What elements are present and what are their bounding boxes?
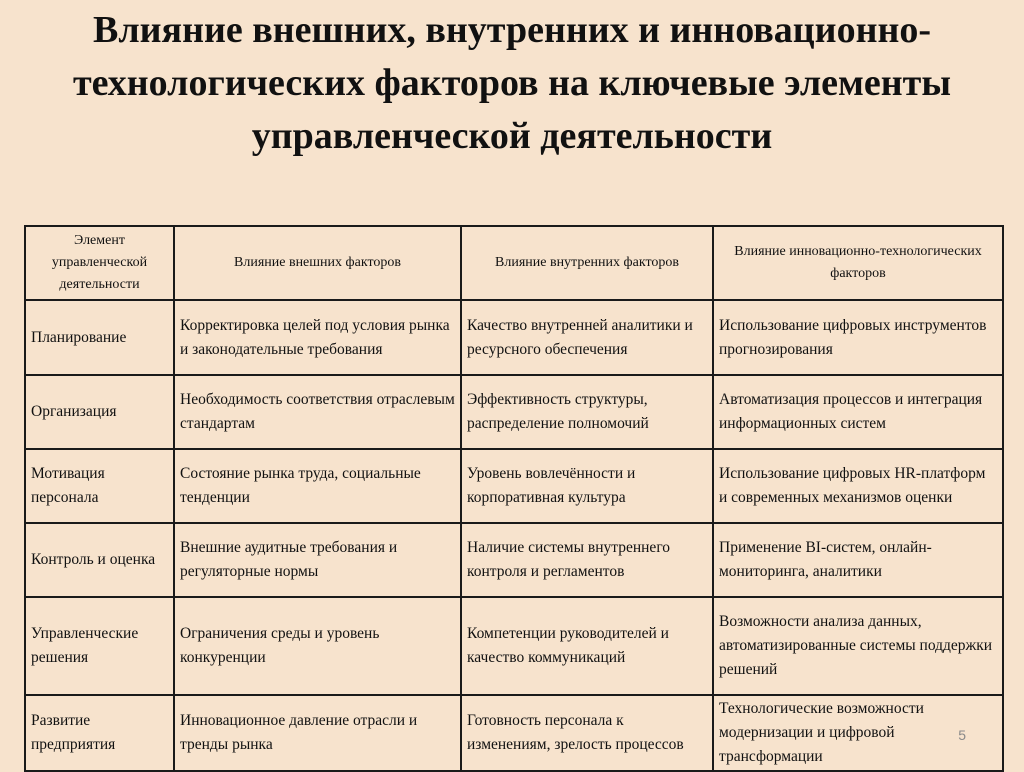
header-element: Элемент управленческой деятельности bbox=[25, 226, 174, 300]
table-row bbox=[25, 523, 1003, 597]
header-innovation: Влияние инновационно-технологических факторов bbox=[713, 226, 1003, 300]
row-external-cell: Ограничения среды и уровень конкуренции bbox=[174, 597, 461, 695]
table-row bbox=[25, 300, 1003, 375]
row-innovation-cell: Применение BI-систем, онлайн-мониторинга, аналитики bbox=[713, 523, 1003, 597]
row-external-cell: Инновационное давление отрасли и тренды рынка bbox=[174, 695, 461, 771]
page-number: 5 bbox=[958, 727, 966, 743]
row-element-cell: Мотивация персонала bbox=[25, 449, 174, 523]
row-internal-cell: Эффективность структуры, распределение полномочий bbox=[461, 375, 713, 449]
row-internal-cell: Готовность персонала к изменениям, зрелость процессов bbox=[461, 695, 713, 771]
row-innovation-cell: Технологические возможности модернизации и цифровой трансформации bbox=[713, 695, 1003, 771]
row-external-cell: Необходимость соответствия отраслевым стандартам bbox=[174, 375, 461, 449]
row-external-cell: Внешние аудитные требования и регуляторные нормы bbox=[174, 523, 461, 597]
table-header-row bbox=[25, 226, 1003, 300]
factors-table bbox=[24, 225, 1004, 772]
table-row bbox=[25, 449, 1003, 523]
row-innovation-cell: Использование цифровых инструментов прогнозирования bbox=[713, 300, 1003, 375]
row-element-cell: Развитие предприятия bbox=[25, 695, 174, 771]
row-internal-cell: Качество внутренней аналитики и ресурсного обеспечения bbox=[461, 300, 713, 375]
row-internal-cell: Компетенции руководителей и качество коммуникаций bbox=[461, 597, 713, 695]
row-innovation-cell: Возможности анализа данных, автоматизированные системы поддержки решений bbox=[713, 597, 1003, 695]
row-innovation-cell: Автоматизация процессов и интеграция информационных систем bbox=[713, 375, 1003, 449]
row-element-cell: Планирование bbox=[25, 300, 174, 375]
row-element-cell: Управленческие решения bbox=[25, 597, 174, 695]
row-innovation-cell: Использование цифровых HR-платформ и современных механизмов оценки bbox=[713, 449, 1003, 523]
row-external-cell: Корректировка целей под условия рынка и законодательные требования bbox=[174, 300, 461, 375]
slide-title: Влияние внешних, внутренних и инновационно-технологических факторов на ключевые элементы управленческой деятельности bbox=[72, 9, 952, 157]
table-row bbox=[25, 597, 1003, 695]
row-element-cell: Организация bbox=[25, 375, 174, 449]
row-internal-cell: Уровень вовлечённости и корпоративная культура bbox=[461, 449, 713, 523]
header-external: Влияние внешних факторов bbox=[174, 226, 461, 300]
row-element-cell: Контроль и оценка bbox=[25, 523, 174, 597]
table-row bbox=[25, 695, 1003, 771]
table-row bbox=[25, 375, 1003, 449]
header-internal: Влияние внутренних факторов bbox=[461, 226, 713, 300]
row-internal-cell: Наличие системы внутреннего контроля и регламентов bbox=[461, 523, 713, 597]
row-external-cell: Состояние рынка труда, социальные тенденции bbox=[174, 449, 461, 523]
